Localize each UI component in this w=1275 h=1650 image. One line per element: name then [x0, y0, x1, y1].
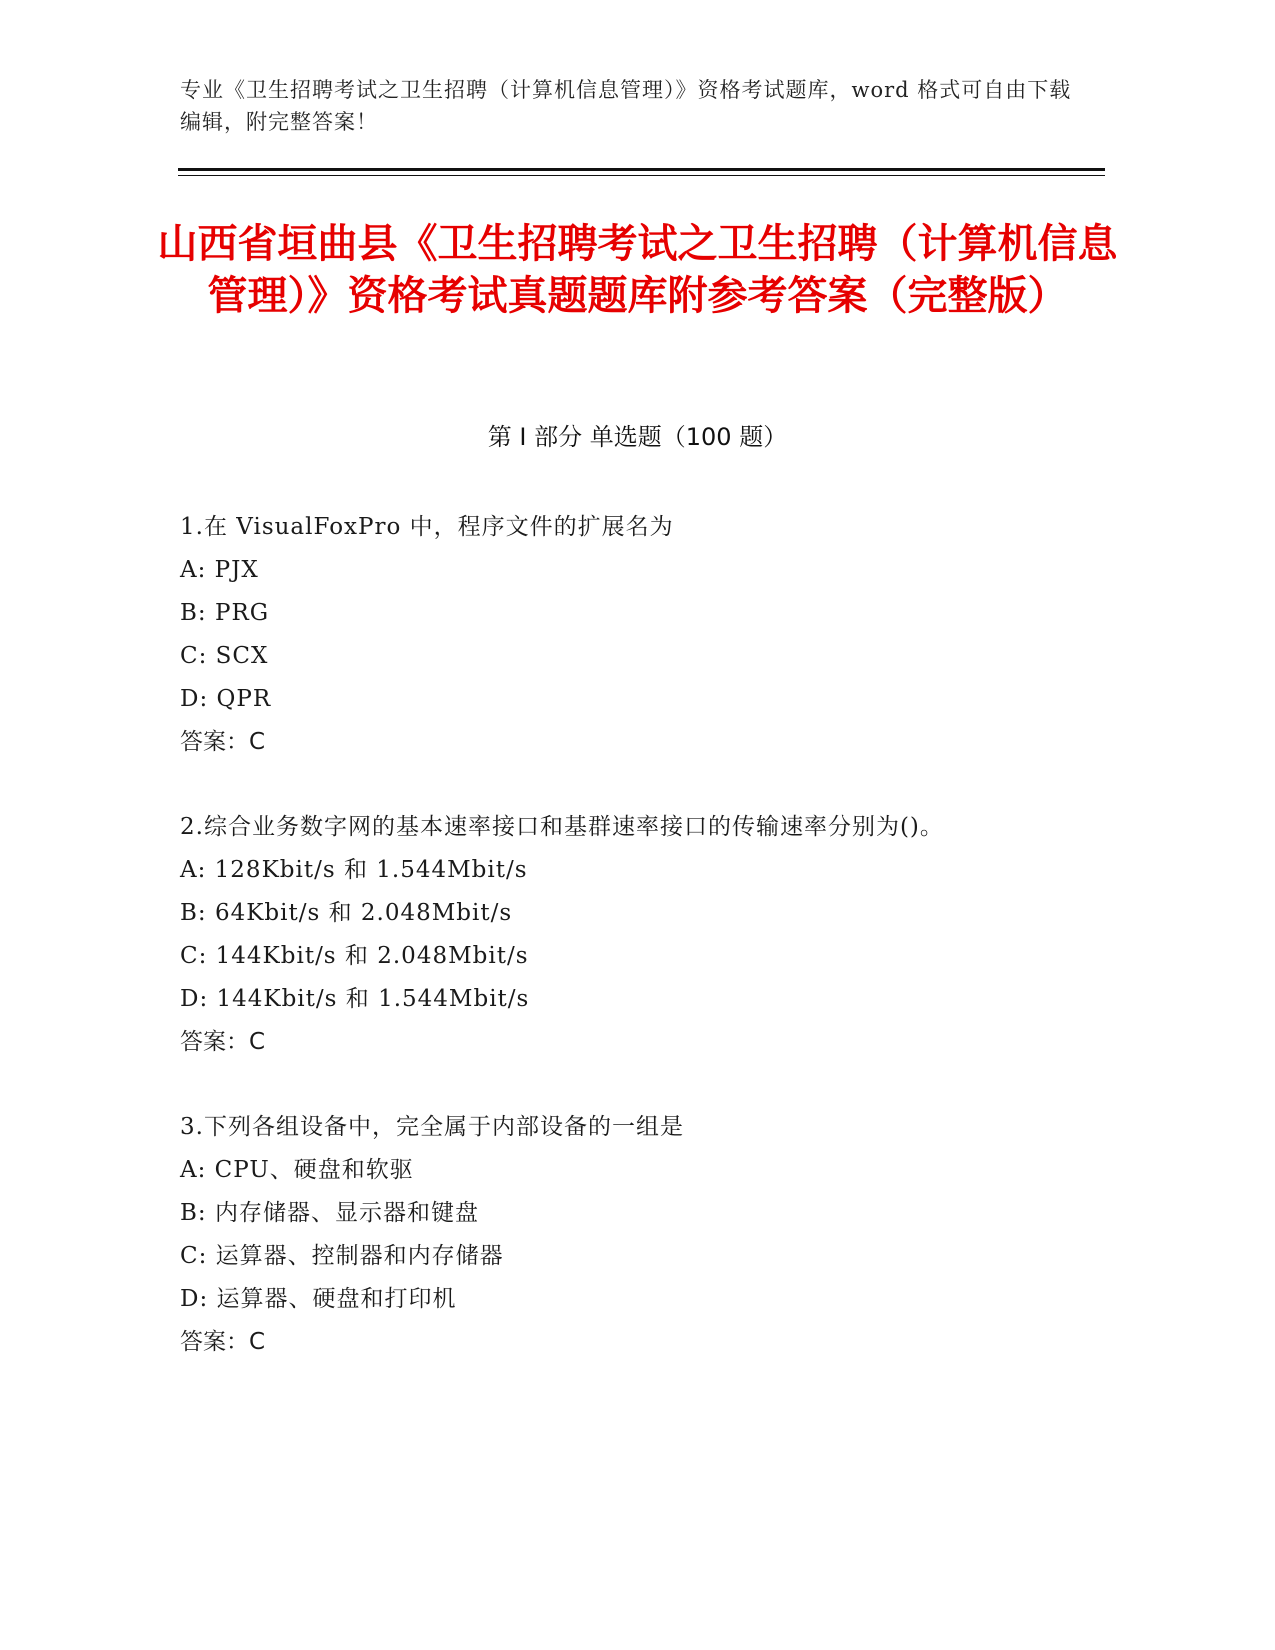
option-c: C: 运算器、控制器和内存储器: [180, 1243, 504, 1269]
option-d: D: QPR: [180, 686, 272, 712]
answer: 答案：C: [180, 1329, 266, 1355]
document-title: 山西省垣曲县《卫生招聘考试之卫生招聘（计算机信息管理）》资格考试真题题库附参考答案（完整版）: [157, 221, 1118, 319]
option-c: C: 144Kbit/s 和 2.048Mbit/s: [180, 943, 529, 969]
question-stem: 2.综合业务数字网的基本速率接口和基群速率接口的传输速率分别为()。: [180, 814, 944, 840]
answer: 答案：C: [180, 729, 266, 755]
option-a: A: CPU、硬盘和软驱: [180, 1157, 414, 1183]
section-title: 第 I 部分 单选题（100 题）: [487, 423, 788, 451]
option-c: C: SCX: [180, 643, 269, 669]
question-stem: 3.下列各组设备中，完全属于内部设备的一组是: [180, 1114, 684, 1140]
question-1: [180, 506, 1080, 764]
option-d: D: 运算器、硬盘和打印机: [180, 1286, 457, 1312]
question-2: [180, 806, 1080, 1064]
question-stem: 1.在 VisualFoxPro 中，程序文件的扩展名为: [180, 514, 674, 540]
header-rule-thin: [178, 175, 1105, 176]
header-note: 专业《卫生招聘考试之卫生招聘（计算机信息管理）》资格考试题库，word 格式可自由下载编辑，附完整答案！: [180, 78, 1072, 134]
question-3: [180, 1106, 1080, 1364]
answer: 答案：C: [180, 1029, 266, 1055]
option-a: A: 128Kbit/s 和 1.544Mbit/s: [180, 857, 528, 883]
question-list: [180, 506, 1080, 1406]
option-b: B: 64Kbit/s 和 2.048Mbit/s: [180, 900, 513, 926]
option-d: D: 144Kbit/s 和 1.544Mbit/s: [180, 986, 530, 1012]
option-b: B: PRG: [180, 600, 270, 626]
option-a: A: PJX: [180, 557, 259, 583]
header-rule-thick: [178, 168, 1105, 171]
option-b: B: 内存储器、显示器和键盘: [180, 1200, 479, 1226]
